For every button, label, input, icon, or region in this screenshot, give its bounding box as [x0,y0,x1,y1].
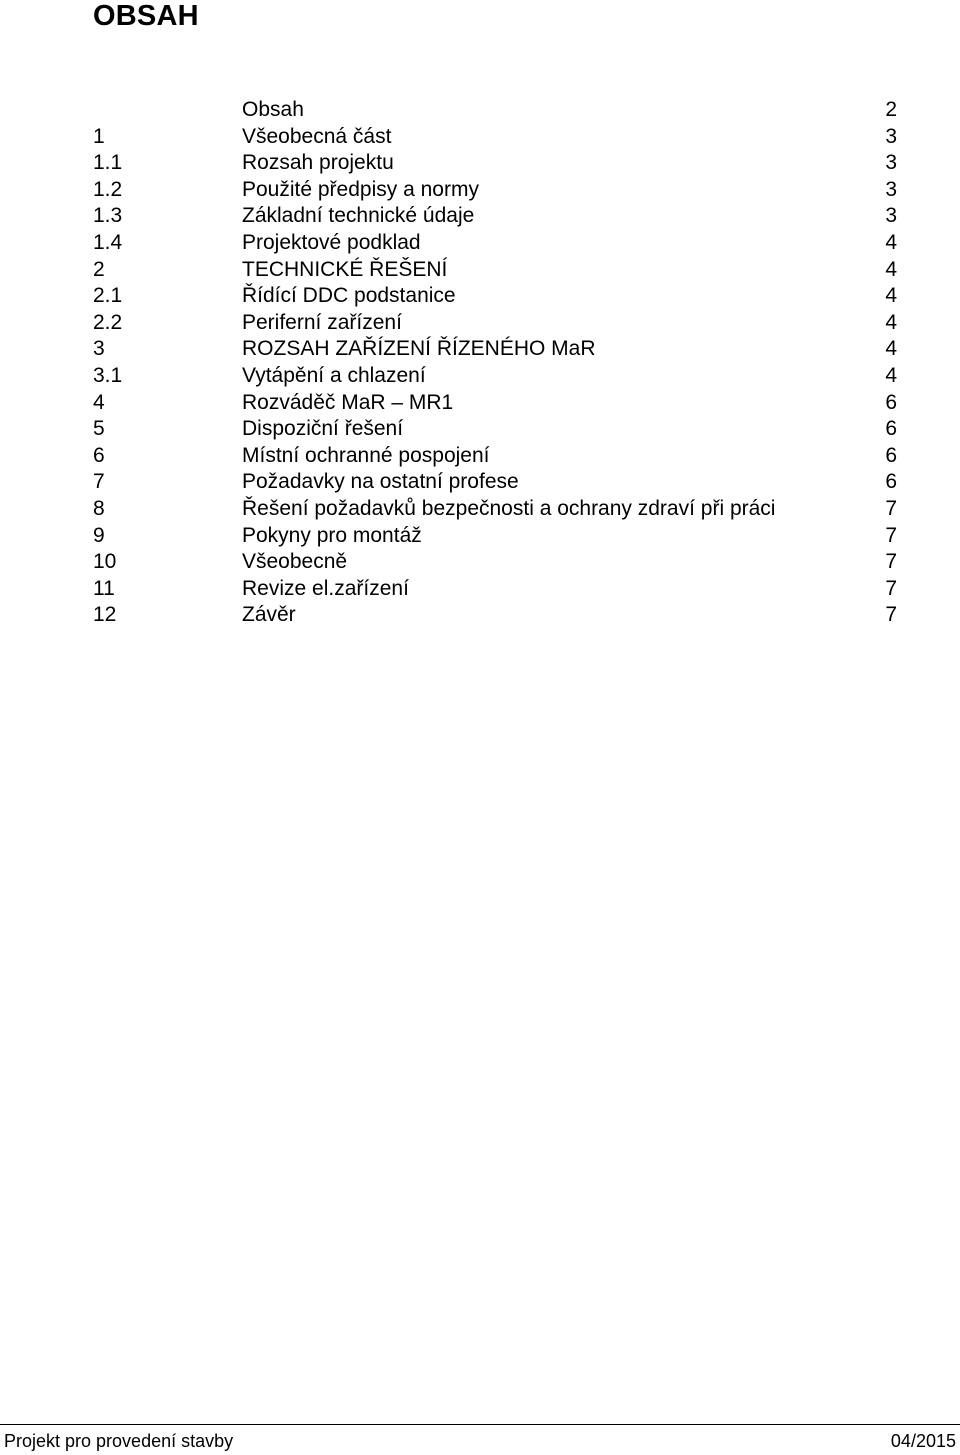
toc-entry-number: 1.1 [93,151,123,175]
toc-entry-number: 1 [93,124,105,148]
toc-entry-number: 2.2 [93,310,123,334]
toc-entry-number: 3.1 [93,363,123,387]
toc-entry[interactable] [93,363,903,390]
toc-entry-page: 6 [885,470,897,494]
toc-entry-number: 9 [93,523,105,547]
toc-entry-title: Všeobecně [242,550,348,574]
toc-entry-title: TECHNICKÉ ŘEŠENÍ [242,257,448,281]
toc-entry-title: Obsah [242,98,304,121]
toc-entry-number: 7 [93,470,105,494]
toc-entry-number: 4 [93,390,105,414]
toc-entry[interactable] [93,257,903,284]
toc-entry-number: 2 [93,257,105,281]
footer-project-label: Projekt pro provedení stavby [4,1431,234,1451]
toc-entry[interactable] [93,496,903,523]
toc-entry-number: 10 [93,550,117,574]
toc-entry-title: ROZSAH ZAŘÍZENÍ ŘÍZENÉHO MaR [242,337,596,361]
toc-entry-page: 4 [885,310,897,334]
toc-entry-title: Projektové podklad [242,230,421,254]
toc-entry-page: 4 [885,363,897,387]
toc-entry-page: 4 [885,284,897,308]
footer-date: 04/2015 [890,1431,956,1451]
toc-entry[interactable] [93,576,903,603]
toc-entry-page: 4 [885,230,897,254]
toc-entry-page: 3 [885,177,897,201]
toc-entry-page: 4 [885,257,897,281]
page-footer [0,1424,960,1452]
toc-entry[interactable] [93,203,903,230]
toc-entry[interactable] [93,443,903,470]
toc-entry-title: Revize el.zařízení [242,576,409,600]
page-title: OBSAH [93,0,199,32]
toc-entry-number: 5 [93,417,105,441]
toc-entry[interactable] [93,469,903,496]
toc-entry-number: 1.3 [93,204,123,228]
toc-entry[interactable] [93,150,903,177]
toc-entry-page: 6 [885,390,897,414]
toc-entry-page: 6 [885,443,897,467]
toc-entry-number: 11 [93,576,115,600]
toc-entry-page: 2 [885,98,897,121]
toc-entry[interactable] [93,390,903,417]
toc-entry-title: Rozsah projektu [242,151,394,175]
toc-entry-title: Závěr [242,603,296,627]
toc-entry-page: 7 [885,603,897,627]
toc-entry-number: 1.4 [93,230,123,254]
toc-entry-title: Základní technické údaje [242,204,475,228]
table-of-contents [93,97,903,629]
toc-entry[interactable] [93,97,903,124]
toc-entry[interactable] [93,602,903,629]
toc-entry[interactable] [93,177,903,204]
toc-entry-page: 3 [885,124,897,148]
toc-entry[interactable] [93,416,903,443]
toc-entry-title: Všeobecná část [242,124,392,148]
toc-entry-title: Pokyny pro montáž [242,523,422,547]
toc-entry-number: 6 [93,443,105,467]
toc-entry[interactable] [93,523,903,550]
toc-entry-title: Řídící DDC podstanice [242,284,456,308]
toc-entry-page: 4 [885,337,897,361]
toc-entry-number: 3 [93,337,105,361]
toc-entry[interactable] [93,549,903,576]
toc-entry-title: Vytápění a chlazení [242,363,426,387]
toc-entry-title: Periferní zařízení [242,310,402,334]
toc-entry[interactable] [93,336,903,363]
toc-entry-number: 12 [93,603,117,627]
toc-entry[interactable] [93,283,903,310]
toc-entry[interactable] [93,230,903,257]
toc-entry-page: 7 [885,550,897,574]
toc-entry-page: 3 [885,204,897,228]
toc-entry-title: Místní ochranné pospojení [242,443,490,467]
toc-entry-page: 7 [885,496,897,520]
toc-entry-page: 7 [885,523,897,547]
toc-entry-page: 7 [885,576,897,600]
toc-entry-number: 2.1 [93,284,123,308]
toc-entry[interactable] [93,124,903,151]
toc-entry-title: Použité předpisy a normy [242,177,479,201]
toc-entry-number: 8 [93,496,105,520]
toc-entry-title: Řešení požadavků bezpečnosti a ochrany zdraví při práci [242,496,776,520]
toc-entry-title: Rozváděč MaR – MR1 [242,390,454,414]
toc-entry[interactable] [93,310,903,337]
toc-entry-page: 3 [885,151,897,175]
toc-entry-title: Požadavky na ostatní profese [242,470,519,494]
toc-entry-number: 1.2 [93,177,123,201]
toc-entry-page: 6 [885,417,897,441]
toc-entry-title: Dispoziční řešení [242,417,404,441]
